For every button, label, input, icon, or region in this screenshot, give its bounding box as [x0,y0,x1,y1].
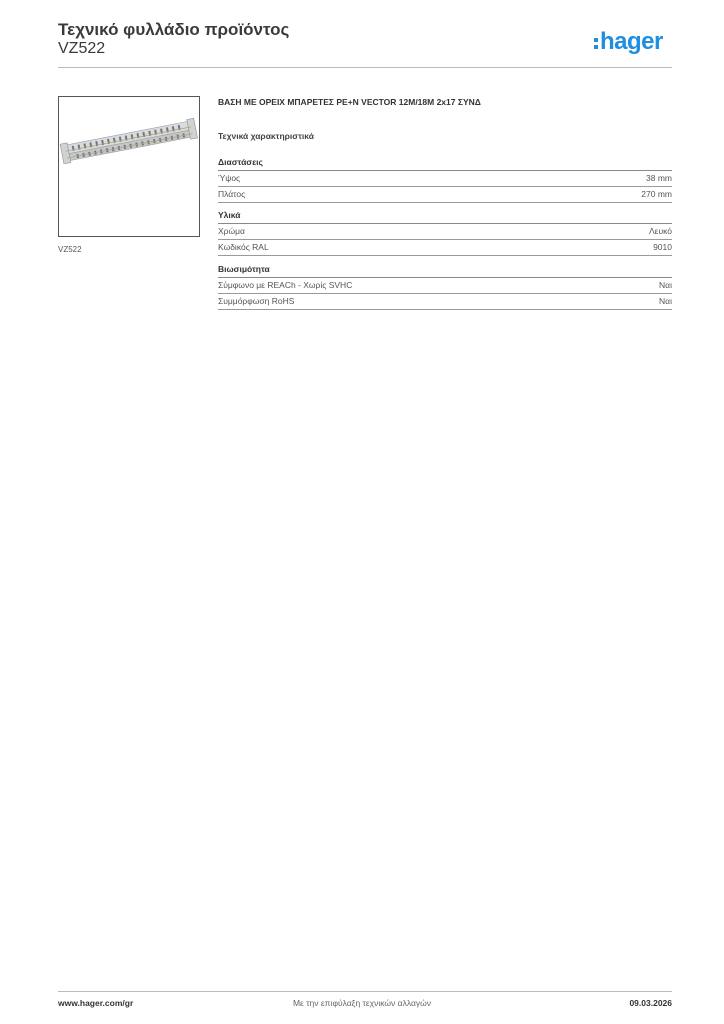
spec-value: Ναι [659,280,672,290]
spec-label: Ύψος [218,173,241,183]
spec-row [218,278,672,294]
section-dimensions [218,157,672,203]
section-heading: Διαστάσεις [218,157,672,171]
spec-value: Ναι [659,296,672,306]
technical-specs-heading: Τεχνικά χαρακτηριστικά [218,131,314,141]
spec-value: 270 mm [641,189,672,199]
spec-row [218,294,672,310]
busbar-base-picture [59,97,199,236]
header-divider [58,67,672,68]
spec-label: Πλάτος [218,189,246,199]
logo-dots-icon [594,38,598,49]
spec-label: Χρώμα [218,226,245,236]
product-code: VZ522 [58,40,106,57]
disclaimer-text: Με την επιφύλαξη τεχνικών αλλαγών [292,998,432,1008]
footer-divider [58,991,672,992]
section-materials [218,210,672,256]
spec-row [218,171,672,187]
website-link[interactable]: www.hager.com/gr [58,998,134,1008]
section-sustainability [218,264,672,310]
spec-value: 9010 [653,242,672,252]
product-image [58,96,200,237]
spec-value: Λευκό [649,226,672,236]
logo-text: hager [600,28,663,55]
hager-logo [594,27,663,57]
spec-value: 38 mm [646,173,672,183]
spec-label: Κωδικός RAL [218,242,269,252]
spec-row [218,240,672,256]
section-heading: Βιωσιμότητα [218,264,672,278]
spec-label: Συμμόρφωση RoHS [218,296,295,306]
spec-label: Σύμφωνο με REACh - Χωρίς SVHC [218,280,353,290]
document-date: 09.03.2026 [629,998,672,1008]
spec-row [218,224,672,240]
spec-row [218,187,672,203]
document-title: Τεχνικό φυλλάδιο προϊόντος [58,20,290,39]
product-title: ΒΑΣΗ ΜΕ ΟΡΕΙΧ ΜΠΑΡΕΤΕΣ PE+N VECTOR 12M/18M 2x17 ΣΥΝΔ [218,97,481,107]
image-caption: VZ522 [58,245,82,254]
section-heading: Υλικά [218,210,672,224]
